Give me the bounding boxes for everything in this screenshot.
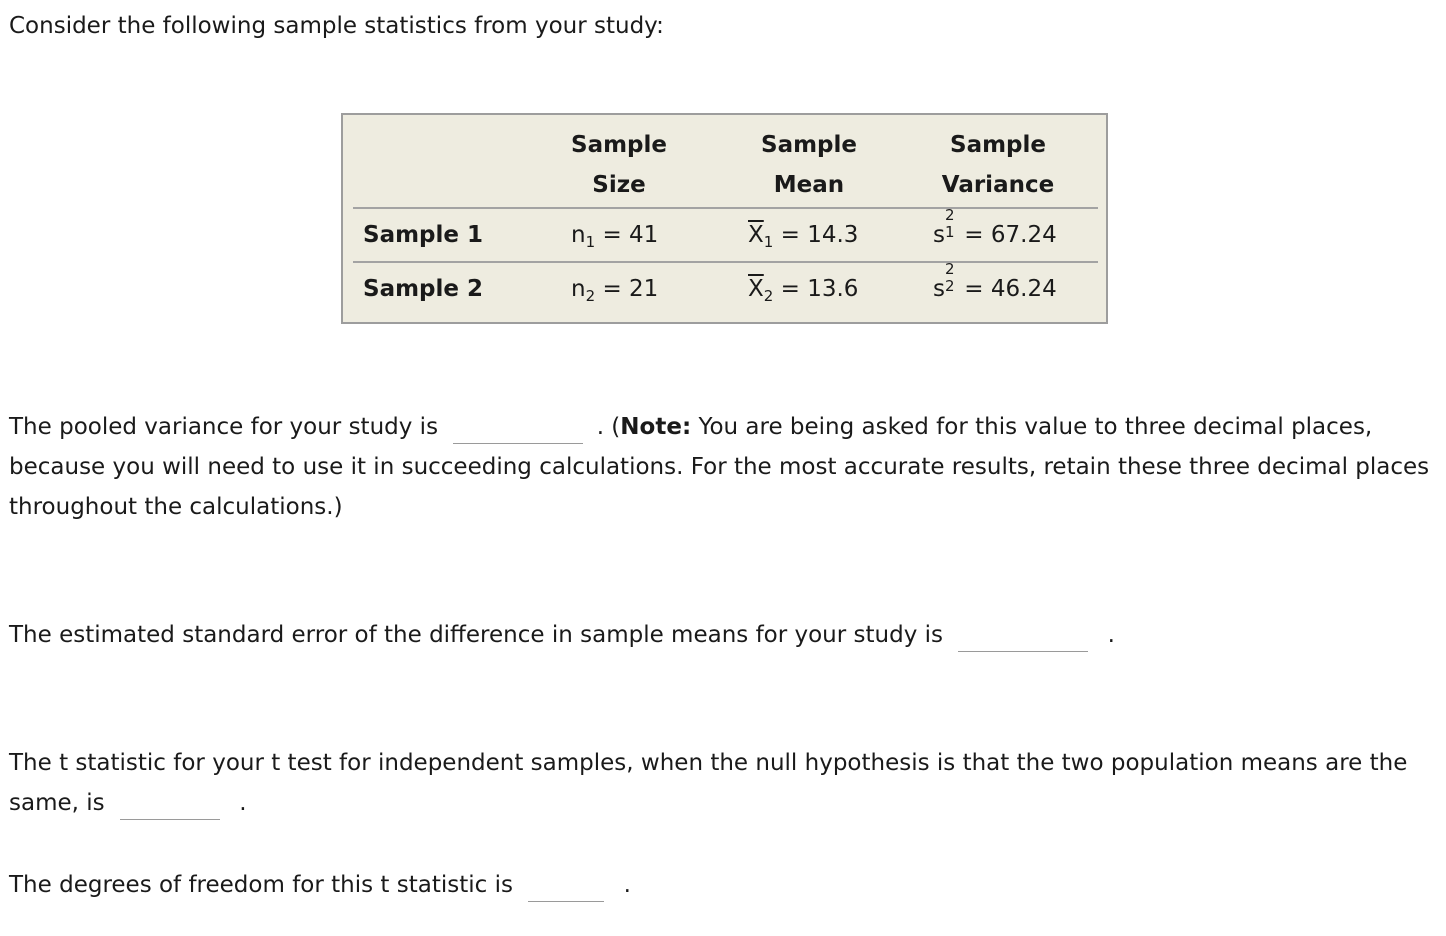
sample-variance-1 xyxy=(933,206,1057,248)
header-line1: Sample xyxy=(950,132,1046,158)
sample-size-2 xyxy=(571,276,659,305)
mean-symbol: $\overline{X}$ xyxy=(748,222,764,248)
question-text: The estimated standard error of the difference in sample means for your study is xyxy=(9,622,944,648)
size-subscript: 1 xyxy=(585,233,596,251)
question-pooled-variance xyxy=(9,407,1440,527)
variance-subscript: 1 xyxy=(944,223,955,241)
sample-variance-2 xyxy=(933,260,1057,302)
question-text: The pooled variance for your study is xyxy=(9,414,439,440)
row-label-sample-2: Sample 2 xyxy=(363,276,484,302)
table-divider xyxy=(353,207,1098,209)
variance-subscript: 2 xyxy=(944,277,955,295)
sample-size-1 xyxy=(571,222,659,251)
degrees-of-freedom-answer-field[interactable] xyxy=(528,875,604,902)
size-symbol: n xyxy=(571,276,586,302)
header-sample-variance xyxy=(903,125,1093,205)
pooled-variance-answer-field[interactable] xyxy=(453,417,583,444)
variance-superscript: 2 xyxy=(944,260,955,278)
header-line1: Sample xyxy=(761,132,857,158)
size-subscript: 2 xyxy=(585,287,596,305)
header-line1: Sample xyxy=(571,132,667,158)
t-statistic-answer-field[interactable] xyxy=(120,793,220,820)
variance-symbol: s xyxy=(933,276,945,302)
row-label-sample-1: Sample 1 xyxy=(363,222,484,248)
standard-error-answer-field[interactable] xyxy=(958,625,1088,652)
size-value: = 21 xyxy=(602,276,659,302)
mean-subscript: 2 xyxy=(763,287,774,305)
size-value: = 41 xyxy=(602,222,659,248)
sample-mean-2 xyxy=(748,276,859,305)
question-punctuation: . ( xyxy=(596,414,621,440)
question-t-statistic xyxy=(9,743,1440,823)
question-text: The t statistic for your t test for independent samples, when the null hypothesis is that the two population means are the same, is xyxy=(9,750,1408,816)
question-standard-error xyxy=(9,615,1440,655)
question-punctuation: . xyxy=(623,872,631,898)
header-line2: Mean xyxy=(773,172,845,198)
note-text: You are being asked for this value to three decimal places, because you will need to use it in succeeding calculations. For the most accurate results, retain these three decimal places throughout the calculations.) xyxy=(9,414,1430,520)
sample-statistics-table xyxy=(341,113,1108,324)
question-punctuation: . xyxy=(239,790,247,816)
question-punctuation: . xyxy=(1107,622,1115,648)
header-line2: Variance xyxy=(941,172,1055,198)
variance-superscript: 2 xyxy=(944,206,955,224)
question-degrees-of-freedom xyxy=(9,865,1440,905)
variance-value: = 46.24 xyxy=(964,276,1057,302)
mean-symbol: $\overline{X}$ xyxy=(748,276,764,302)
variance-value: = 67.24 xyxy=(964,222,1057,248)
header-sample-size xyxy=(524,125,714,205)
header-line2: Size xyxy=(592,172,646,198)
mean-value: = 14.3 xyxy=(780,222,859,248)
question-text: The degrees of freedom for this t statistic is xyxy=(9,872,513,898)
mean-value: = 13.6 xyxy=(780,276,859,302)
intro-text: Consider the following sample statistics from your study: xyxy=(9,13,664,39)
table-divider xyxy=(353,261,1098,263)
mean-subscript: 1 xyxy=(763,233,774,251)
note-label: Note: xyxy=(620,414,692,440)
header-sample-mean xyxy=(714,125,904,205)
sample-mean-1 xyxy=(748,222,859,251)
size-symbol: n xyxy=(571,222,586,248)
variance-symbol: s xyxy=(933,222,945,248)
